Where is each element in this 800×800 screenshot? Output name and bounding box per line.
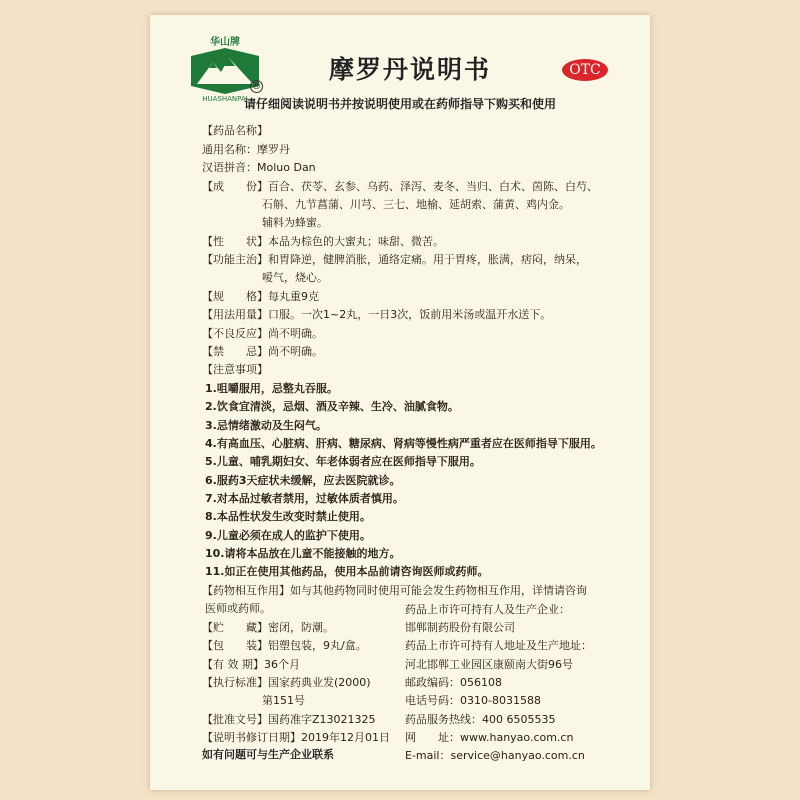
package-label: 【包 装】 — [202, 639, 268, 652]
holder-email: E-mail：service@hanyao.com.cn — [405, 749, 585, 762]
usage-row — [202, 306, 551, 322]
revision-label: 【说明书修订日期】 — [202, 731, 301, 744]
otc-badge: OTC — [562, 59, 608, 81]
holder-address-label: 药品上市许可持有人地址及生产地址： — [405, 639, 592, 652]
generic-name-value: 摩罗丹 — [257, 143, 290, 156]
approval-value: 国药准字Z13021325 — [268, 713, 376, 726]
storage-value: 密闭，防潮。 — [268, 621, 334, 634]
adverse-label: 【不良反应】 — [202, 327, 268, 340]
usage-value: 口服。一次1~2丸，一日3次，饭前用米汤或温开水送下。 — [268, 308, 552, 321]
holder-label: 药品上市许可持有人及生产企业： — [405, 603, 570, 616]
interactions-label: 【药物相互作用】 — [202, 584, 290, 597]
document-subtitle: 请仔细阅读说明书并按说明使用或在药师指导下购买和使用 — [243, 97, 556, 111]
svg-text:华山牌: 华山牌 — [210, 37, 240, 48]
validity-value: 36个月 — [264, 658, 300, 671]
pinyin-row — [202, 159, 316, 175]
pinyin-value: Moluo Dan — [257, 161, 316, 174]
ingredients-line-2: 石斛、九节菖蒲、川芎、三七、地榆、延胡索、蒲黄、鸡内金。 — [262, 198, 570, 211]
generic-name-row — [202, 141, 290, 157]
holder-postcode: 邮政编码：056108 — [405, 676, 502, 689]
validity-row — [202, 656, 300, 672]
package-value: 铝塑包装，9丸/盒。 — [268, 639, 367, 652]
interactions-row — [202, 582, 587, 598]
indications-row — [202, 251, 587, 267]
specification-label: 【规 格】 — [202, 290, 268, 303]
precaution-item: 9.儿童必须在成人的监护下使用。 — [205, 529, 371, 542]
holder-website: 网 址：www.hanyao.com.cn — [405, 731, 574, 744]
svg-text:HUASHANPAI: HUASHANPAI — [202, 95, 248, 102]
holder-address: 河北邯郸工业园区康颐南大街96号 — [405, 658, 573, 671]
adverse-row — [202, 325, 323, 341]
registered-mark: ® — [251, 81, 262, 92]
precaution-item: 4.有高血压、心脏病、肝病、糖尿病、肾病等慢性病严重者应在医师指导下服用。 — [205, 437, 602, 450]
adverse-value: 尚不明确。 — [268, 327, 323, 340]
approval-row — [202, 711, 376, 727]
specification-row — [202, 288, 319, 304]
precaution-item: 5.儿童、哺乳期妇女、年老体弱者应在医师指导下服用。 — [205, 455, 481, 468]
revision-value: 2019年12月01日 — [301, 731, 390, 744]
generic-name-label: 通用名称： — [202, 143, 257, 156]
specification-value: 每丸重9克 — [268, 290, 319, 303]
standard-line-2: 第151号 — [262, 694, 305, 707]
precautions-header: 【注意事项】 — [202, 363, 268, 376]
properties-value: 本品为棕色的大蜜丸；味甜、微苦。 — [268, 235, 444, 248]
properties-label: 【性 状】 — [202, 235, 268, 248]
contraindications-row — [202, 343, 323, 359]
holder-hotline: 药品服务热线：400 6505535 — [405, 713, 556, 726]
precaution-item: 3.忌情绪激动及生闷气。 — [205, 419, 327, 432]
precaution-item: 7.对本品过敏者禁用，过敏体质者慎用。 — [205, 492, 404, 505]
precaution-item: 6.服药3天症状未缓解，应去医院就诊。 — [205, 474, 401, 487]
interactions-line-2: 医师或药师。 — [205, 602, 271, 615]
holder-company: 邯郸制药股份有限公司 — [405, 621, 515, 634]
footer-contact-note: 如有问题可与生产企业联系 — [202, 748, 334, 761]
standard-row — [202, 674, 371, 690]
drug-name-header: 【药品名称】 — [202, 124, 268, 137]
precaution-item: 2.饮食宜清淡，忌烟、酒及辛辣、生冷、油腻食物。 — [205, 400, 459, 413]
storage-label: 【贮 藏】 — [202, 621, 268, 634]
standard-label: 【执行标准】 — [202, 676, 268, 689]
precaution-item: 10.请将本品放在儿童不能接触的地方。 — [205, 547, 401, 560]
ingredients-row — [202, 178, 598, 194]
precaution-item: 8.本品性状发生改变时禁止使用。 — [205, 510, 371, 523]
indications-line-2: 嗳气，烧心。 — [262, 271, 328, 284]
revision-row — [202, 729, 390, 745]
contraindications-value: 尚不明确。 — [268, 345, 323, 358]
interactions-line-1: 如与其他药物同时使用可能会发生药物相互作用，详情请咨询 — [290, 584, 587, 597]
precaution-item: 11.如正在使用其他药品，使用本品前请咨询医师或药师。 — [205, 565, 489, 578]
holder-phone: 电话号码：0310-8031588 — [405, 694, 541, 707]
contraindications-label: 【禁 忌】 — [202, 345, 268, 358]
indications-line-1: 和胃降逆，健脾消胀，通络定痛。用于胃疼，胀满，痞闷，纳呆， — [268, 253, 587, 266]
pinyin-label: 汉语拼音： — [202, 161, 257, 174]
standard-line-1: 国家药典业发(2000) — [268, 676, 371, 689]
ingredients-line-1: 百合、茯苓、玄参、乌药、泽泻、麦冬、当归、白术、茵陈、白芍、 — [268, 180, 598, 193]
document-title: 摩罗丹说明书 — [328, 55, 491, 84]
indications-label: 【功能主治】 — [202, 253, 268, 266]
storage-row — [202, 619, 334, 635]
validity-label: 【有 效 期】 — [202, 658, 264, 671]
approval-label: 【批准文号】 — [202, 713, 268, 726]
ingredients-line-3: 辅料为蜂蜜。 — [262, 216, 328, 229]
ingredients-label: 【成 份】 — [202, 180, 268, 193]
properties-row — [202, 233, 444, 249]
precaution-item: 1.咀嚼服用，忌整丸吞服。 — [205, 382, 338, 395]
package-row — [202, 637, 367, 653]
usage-label: 【用法用量】 — [202, 308, 268, 321]
